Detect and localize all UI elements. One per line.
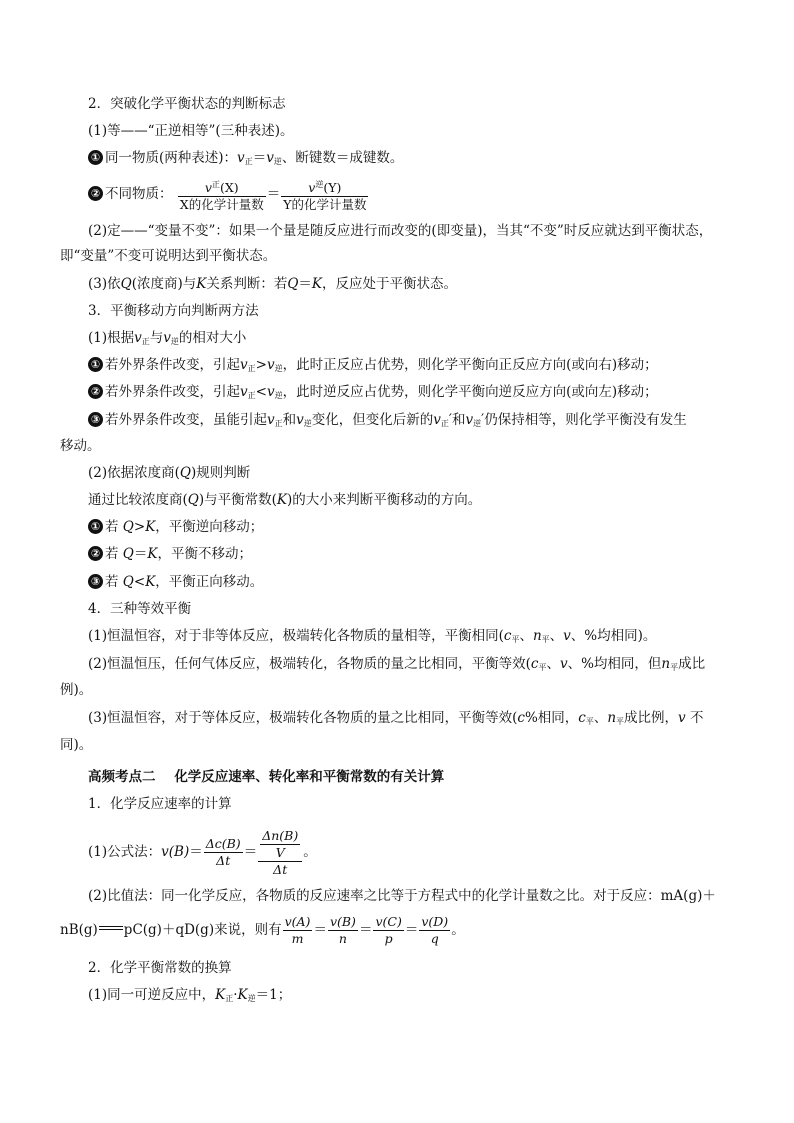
- method-1-item-3: ③ 若外界条件改变，虽能引起$v_正$和$v_逆$变化，但变化后新的$v_正'$和$v_逆'$仍保持相等，则化学平衡没有发生: [88, 410, 687, 434]
- para-equal: (1)等——“正逆相等”(三种表述)。: [88, 123, 294, 139]
- method-1-item-3-cont: 移动。: [60, 438, 101, 454]
- para-different-substance: ② 不同物质： $\frac{v^正(X)}{\text{X的化学计量数}}$ ＝ $\frac{v^逆(Y)}{\text{Y的化学计量数}}$: [88, 176, 369, 213]
- fraction-y: $\frac{v^逆(Y)}{\text{Y的化学计量数}}$: [281, 177, 368, 213]
- equiv-3: (3)恒温恒容，对于等体反应，极端转化各物质的量之比相同，平衡等效(c%相同，$c_平$、$n_平$成比例，v 不: [88, 710, 704, 726]
- circled-number: ①: [88, 150, 103, 165]
- method-2: (2)依据浓度商(Q)规则判断: [88, 465, 251, 481]
- para-same-substance: ① 同一物质(两种表述)：$v_正=v_逆$、断键数＝成键数。: [88, 148, 403, 172]
- section-3-title: 3．平衡移动方向判断两方法: [88, 303, 259, 319]
- method-1-item-2: ② 若外界条件改变，引起$v_正<v_逆$，此时逆反应占优势，则化学平衡向逆反应方向(或向左)移动；: [88, 382, 658, 406]
- rule-2: ② 若 Q＝K，平衡不移动；: [88, 544, 252, 564]
- rate-formula: (1)公式法：v(B)＝ $\frac{\Delta c(B)}{\Delta t}$ ＝ $\frac{\frac{\Delta n(B)}{V}}{\Delta t}$ 。: [88, 827, 317, 877]
- fraction-dn-v-dt: $\frac{\frac{\Delta n(B)}{V}}{\Delta t}$: [258, 828, 302, 878]
- method-1: (1)根据$v_正$与$v_逆$的相对大小: [88, 330, 247, 346]
- ratio-method-b: nB(g) pC(g)＋qD(g)来说，则有 $\frac{v(A)}{m}$ ＝ $\frac{v(B)}{n}$ ＝ $\frac{v(C)}{p}$ ＝ $\frac{v(D)}{q}$ 。: [60, 914, 465, 946]
- para-constant-a: (2)定——“变量不变”：如果一个量是随反应进行而改变的(即变量)，当其“不变”时反应就达到平衡状态，: [88, 223, 713, 239]
- rate-calc-title: 1．化学反应速率的计算: [88, 796, 232, 812]
- equiv-1: (1)恒温恒容，对于非等体反应，极端转化各物质的量相等，平衡相同($c_平$、$n_平$、v、%均相同)。: [88, 628, 657, 644]
- rule-3: ③ 若 Q<K，平衡正向移动。: [88, 572, 263, 592]
- section-2-title: 2．突破化学平衡状态的判断标志: [88, 96, 286, 112]
- equiv-2-cont: 例)。: [60, 682, 93, 698]
- para-qk: (3)依Q(浓度商)与K关系判断：若Q＝K，反应处于平衡状态。: [88, 276, 458, 292]
- equiv-2: (2)恒温恒压，任何气体反应，极端转化，各物质的量之比相同，平衡等效($c_平$、v、%均相同，但$n_平$成比: [88, 656, 706, 672]
- equiv-3-cont: 同)。: [60, 737, 93, 753]
- fraction-dc-dt: $\frac{\Delta c(B)}{\Delta t}$: [205, 836, 241, 868]
- para-constant-b: 即“变量”不变可说明达到平衡状态。: [60, 248, 277, 264]
- circled-number: ②: [88, 186, 103, 201]
- rule-1: ① 若 Q>K，平衡逆向移动；: [88, 517, 263, 537]
- hot-point-heading: 高频考点二 化学反应速率、转化率和平衡常数的有关计算: [88, 769, 445, 785]
- ratio-method-a: (2)比值法：同一化学反应，各物质的反应速率之比等于方程式中的化学计量数之比。对于反应：mA(g)＋: [88, 888, 716, 904]
- method-1-item-1: ① 若外界条件改变，引起$v_正>v_逆$，此时正反应占优势，则化学平衡向正反应方向(或向右)移动；: [88, 355, 658, 379]
- equilibrium-sign: [99, 926, 123, 930]
- constant-conversion-title: 2．化学平衡常数的换算: [88, 960, 232, 976]
- method-2-text: 通过比较浓度商(Q)与平衡常数(K)的大小来判断平衡移动的方向。: [88, 492, 482, 508]
- fraction-x: $\frac{v^正(X)}{\text{X的化学计量数}}$: [178, 177, 266, 213]
- section-4-title: 4．三种等效平衡: [88, 601, 192, 617]
- constant-conversion-1: (1)同一可逆反应中，$K_正\cdot K_逆=1$；: [88, 987, 292, 1003]
